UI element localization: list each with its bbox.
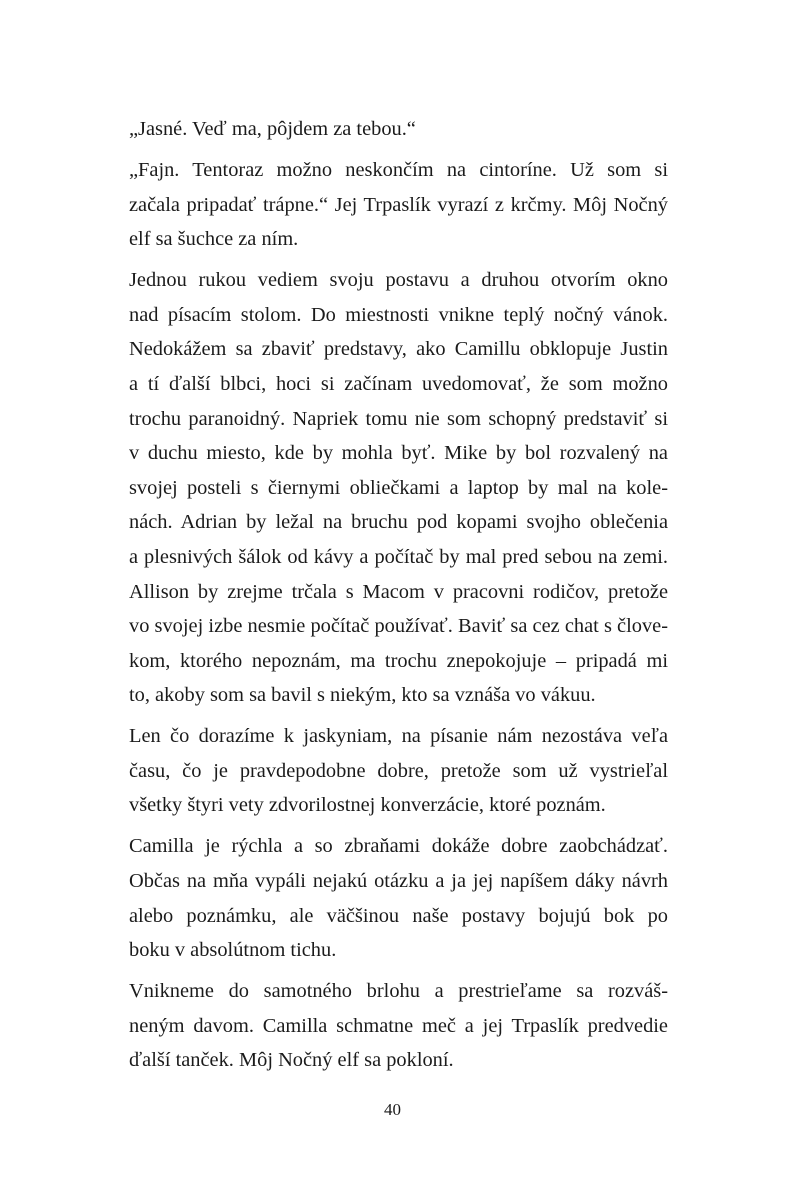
text-line: elf sa šuchce za ním. [129, 228, 299, 251]
text-line: Allison by zrejme trčala s Macom v pracovni rodičov, pretože [129, 580, 668, 603]
paragraph [103, 153, 668, 257]
paragraph [103, 719, 668, 823]
text-line: Nedokážem sa zbaviť predstavy, ako Camillu obklopuje Justin [129, 338, 668, 361]
page-number: 40 [384, 1100, 401, 1119]
text-line: svojej posteli s čiernymi obliečkami a laptop by mal na kole- [129, 476, 668, 499]
text-line: vo svojej izbe nesmie počítač používať. Baviť sa cez chat s člove- [129, 615, 668, 638]
text-line: Camilla je rýchla a so zbraňami dokáže dobre zaobchádzať. [129, 835, 668, 858]
text-line: boku v absolútnom tichu. [129, 939, 337, 962]
text-line: v duchu miesto, kde by mohla byť. Mike by bol rozvalený na [129, 442, 668, 465]
paragraph [103, 263, 668, 713]
text-line: to, akoby som sa bavil s niekým, kto sa vznáša vo vákuu. [129, 684, 596, 707]
text-line: času, čo je pravdepodobne dobre, pretože som už vystrieľal [129, 759, 668, 782]
text-line: nách. Adrian by ležal na bruchu pod kopami svojho oblečenia [129, 511, 668, 534]
text-line: začala pripadať trápne.“ Jej Trpaslík vyrazí z krčmy. Môj Nočný [129, 193, 668, 216]
paragraph [103, 974, 668, 1078]
text-line: Jednou rukou vediem svoju postavu a druhou otvorím okno [129, 269, 668, 292]
text-line: neným davom. Camilla schmatne meč a jej Trpaslík predvedie [129, 1014, 668, 1037]
text-line: kom, ktorého nepoznám, ma trochu znepokojuje – pripadá mi [129, 649, 668, 672]
text-line: Vnikneme do samotného brlohu a prestrieľame sa rozváš- [129, 980, 668, 1003]
text-line: „Fajn. Tentoraz možno neskončím na cintoríne. Už som si [129, 158, 668, 181]
text-line: všetky štyri vety zdvorilostnej konverzácie, ktoré poznám. [129, 794, 606, 817]
text-line: a plesnivých šálok od kávy a počítač by mal pred sebou na zemi. [129, 545, 668, 568]
paragraph [103, 829, 668, 967]
text-line: alebo poznámku, ale väčšinou naše postavy bojujú bok po [129, 904, 668, 927]
text-line: Len čo dorazíme k jaskyniam, na písanie nám nezostáva veľa [129, 725, 668, 748]
text-line: a tí ďalší blbci, hoci si začínam uvedomovať, že som možno [129, 372, 668, 395]
body-text [103, 112, 668, 1084]
text-line: Občas na mňa vypáli nejakú otázku a ja jej napíšem dáky návrh [129, 870, 668, 893]
text-line: nad písacím stolom. Do miestnosti vnikne teplý nočný vánok. [129, 303, 668, 326]
text-line: „Jasné. Veď ma, pôjdem za tebou.“ [129, 118, 416, 140]
text-line: ďalší tanček. Môj Nočný elf sa pokloní. [129, 1049, 454, 1072]
paragraph [103, 112, 668, 147]
text-line: trochu paranoidný. Napriek tomu nie som schopný predstaviť si [129, 407, 668, 430]
